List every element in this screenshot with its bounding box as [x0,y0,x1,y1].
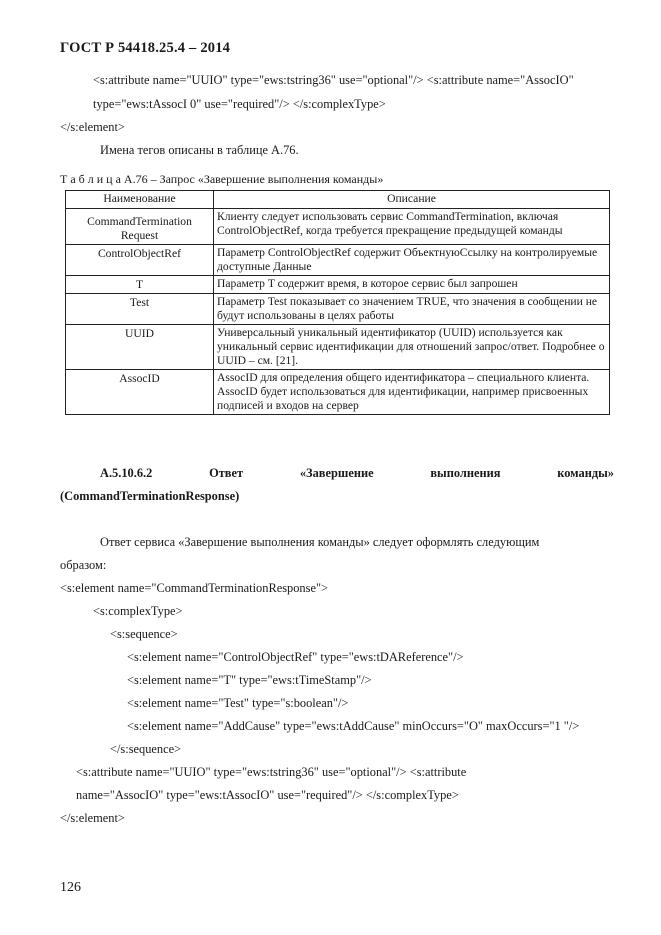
code-line: <s:element name="CommandTerminationResponse"> [60,581,328,595]
code-line: <s:attribute name="UUIO" type="ews:tstring36" use="optional"/> <s:attribute name="AssocIO" [93,73,574,87]
column-header-description: Описание [214,191,610,209]
table-header-row [66,191,610,209]
body-paragraph-continuation: образом: [60,558,107,572]
cell-description: Параметр Test показывает со значением TRUE, что значения в сообщении не будут использованы в целях работы [214,294,610,325]
cell-description: Универсальный уникальный идентификатор (UUID) используется как уникальный сервис идентификации для отношений запрос/ответ. Подробнее о UUID – см. [21]. [214,325,610,370]
document-header: ГОСТ Р 54418.25.4 – 2014 [60,40,231,56]
section-title-word: «Завершение [299,466,374,480]
section-title-continuation: (CommandTerminationResponse) [60,489,240,503]
code-line: </s:sequence> [110,742,182,756]
cell-name: UUID [66,325,214,370]
table-row [66,294,610,325]
code-line: <s:element name="T" type="ews:tTimeStamp"/> [127,673,372,687]
cell-description: Параметр ControlObjectRef содержит ОбъектнуюСсылку на контролируемые доступные Данные [214,245,610,276]
cell-name: CommandTermination Request [66,209,214,245]
code-line: <s:complexType> [93,604,183,618]
page-number: 126 [60,880,81,895]
table-row [66,245,610,276]
code-line: <s:sequence> [110,627,178,641]
tags-table [65,190,610,415]
table-row [66,370,610,415]
cell-description: Параметр T содержит время, в которое сервис был запрошен [214,276,610,294]
code-line: name="AssocIO" type="ews:tAssocIO" use="required"/> </s:complexType> [76,788,459,802]
section-title-word: команды» [557,466,614,480]
cell-name: AssocID [66,370,214,415]
code-line: <s:element name="Test" type="s:boolean"/> [127,696,349,710]
section-heading [100,466,614,481]
code-line: type="ews:tAssocI 0" use="required"/> </s:complexType> [93,97,386,111]
cell-name: ControlObjectRef [66,245,214,276]
intro-paragraph: Имена тегов описаны в таблице А.76. [100,143,299,157]
section-title-word: выполнения [430,466,501,480]
column-header-name: Наименование [66,191,214,209]
cell-description: AssocID для определения общего идентификатора – специального клиента. AssocID будет использоваться для идентификации, например присвоенных подписей и входов на сервер [214,370,610,415]
code-line: <s:attribute name="UUIO" type="ews:tstring36" use="optional"/> <s:attribute [76,765,467,779]
cell-name: Test [66,294,214,325]
code-line: <s:element name="ControlObjectRef" type="ews:tDAReference"/> [127,650,464,664]
section-number: А.5.10.6.2 [100,466,153,480]
code-line: </s:element> [60,120,125,134]
code-line: </s:element> [60,811,125,825]
table-row [66,209,610,245]
code-line: <s:element name="AddCause" type="ews:tAddCause" minOccurs="O" maxOccurs="1 "/> [127,719,580,733]
cell-description: Клиенту следует использовать сервис CommandTermination, включая ControlObjectRef, когда требуется прекращение предыдущей команды [214,209,610,245]
table-caption: Т а б л и ц а А.76 – Запрос «Завершение выполнения команды» [60,172,384,186]
body-paragraph: Ответ сервиса «Завершение выполнения команды» следует оформлять следующим [100,535,540,549]
section-title-word: Ответ [209,466,244,480]
cell-name: T [66,276,214,294]
table-row [66,276,610,294]
table-row [66,325,610,370]
